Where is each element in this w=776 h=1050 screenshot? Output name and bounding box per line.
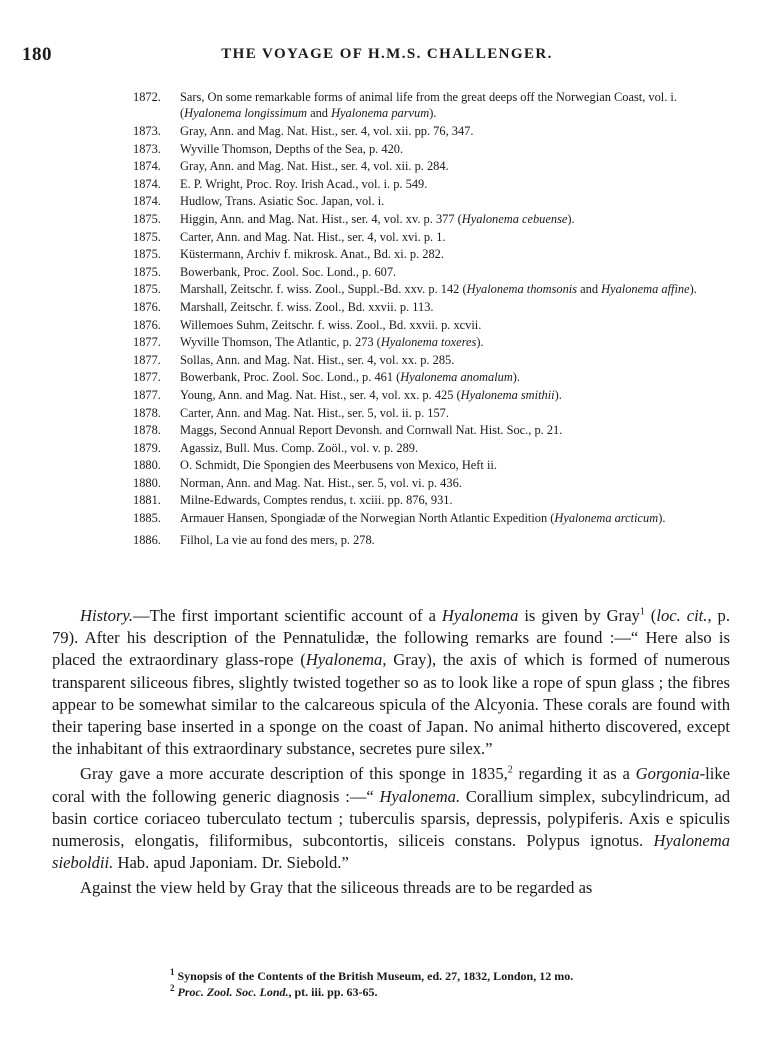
bibliography-citation: Hudlow, Trans. Asiatic Soc. Japan, vol. i.: [180, 194, 385, 209]
bibliography-entry: [133, 369, 728, 385]
bibliography-entry: [133, 510, 728, 526]
bibliography-year: 1877.: [133, 370, 161, 385]
bibliography-year: 1877.: [133, 387, 161, 402]
history-paragraph-1: History.—The first important scientific account of a Hyalonema is given by Gray$^1$ (loc. cit., p. 79). After his description of the Pennatulidæ, the following remarks are found :—“ Here also is placed the extraordinary glass-rope (Hyalonema, Gray), the axis of which is formed of numerous transparent siliceous fibres, slightly twisted together so as to look like a rope of spun glass ; the fibres appear to be somewhat similar to the calcareous spicula of the Alcyonia. These corals are found with their tapering base inserted in a sponge on the coast of Japan. No animal hitherto discovered, except the inhabitant of this extraordinary substance, secretes pure silex.”: [52, 606, 730, 759]
bibliography-entry: [133, 246, 728, 262]
bibliography-entry: [133, 176, 728, 192]
bibliography-citation: Sars, On some remarkable forms of animal life from the great deeps off the Norwegian Coast, vol. i. (Hyalonema longissimum and Hyalonema parvum).: [180, 90, 677, 121]
bibliography-citation: Bowerbank, Proc. Zool. Soc. Lond., p. 461 (Hyalonema anomalum).: [180, 370, 521, 385]
bibliography-year: 1878.: [133, 405, 161, 420]
bibliography-entry: [133, 89, 728, 122]
bibliography-year: 1874.: [133, 159, 161, 174]
bibliography-entry: [133, 317, 728, 333]
bibliography-entry: [133, 281, 728, 297]
bibliography-citation: Carter, Ann. and Mag. Nat. Hist., ser. 5, vol. ii. p. 157.: [180, 405, 449, 420]
footnote-ref-2: 2: [507, 764, 513, 776]
bibliography-entry: [133, 475, 728, 491]
bibliography-entry: [133, 532, 728, 548]
footnote-marker-1: 1: [170, 967, 175, 977]
bibliography-year: 1877.: [133, 335, 161, 350]
bibliography-entry: [133, 264, 728, 280]
footnote-text-1: Synopsis of the Contents of the British Museum, ed. 27, 1832, London, 12 mo.: [177, 969, 574, 983]
bibliography-citation: Armauer Hansen, Spongiadæ of the Norwegian North Atlantic Expedition (Hyalonema arcticum).: [180, 511, 666, 526]
bibliography-year: 1874.: [133, 194, 161, 209]
bibliography-citation: Young, Ann. and Mag. Nat. Hist., ser. 4, vol. xx. p. 425 (Hyalonema smithii).: [180, 387, 562, 402]
bibliography-citation: Wyville Thomson, Depths of the Sea, p. 420.: [180, 141, 404, 156]
bibliography-year: 1875.: [133, 229, 161, 244]
bibliography-year: 1874.: [133, 176, 161, 191]
running-head: THE VOYAGE OF H.M.S. CHALLENGER.: [221, 46, 553, 62]
bibliography-citation: Küstermann, Archiv f. mikrosk. Anat., Bd. xi. p. 282.: [180, 247, 444, 262]
history-section: [52, 605, 730, 900]
footnote-1: [170, 968, 730, 984]
page-number: 180: [22, 44, 52, 65]
bibliography-citation: Marshall, Zeitschr. f. wiss. Zool., Bd. xxvii. p. 113.: [180, 299, 434, 314]
bibliography-year: 1875.: [133, 282, 161, 297]
bibliography-year: 1886.: [133, 533, 161, 548]
bibliography-year: 1875.: [133, 211, 161, 226]
bibliography-citation: Bowerbank, Proc. Zool. Soc. Lond., p. 607.: [180, 264, 397, 279]
bibliography-entry: [133, 405, 728, 421]
bibliography-entry: [133, 229, 728, 245]
bibliography-citation: Carter, Ann. and Mag. Nat. Hist., ser. 4, vol. xvi. p. 1.: [180, 229, 446, 244]
bibliography-year: 1872.: [133, 90, 161, 104]
history-paragraph-2: Gray gave a more accurate description of this sponge in 1835,$^2$ regarding it as a Gorgonia-like coral with the following generic diagnosis :—“ Hyalonema. Corallium simplex, subcylindricum, ad basin cortice coriaceo tuberculato tectum ; tuberculis sparsis, depressis, polypiferis. Axis e spiculis numerosis, elongatis, filiformibus, subcontortis, siliceis constans. Polypus ignotus. Hyalonema sieboldii. Hab. apud Japoniam. Dr. Siebold.”: [52, 764, 731, 873]
page-header: [22, 44, 752, 68]
bibliography-citation: Filhol, La vie au fond des mers, p. 278.: [180, 533, 375, 548]
bibliography-entry: [133, 211, 728, 227]
bibliography-citation: Wyville Thomson, The Atlantic, p. 273 (Hyalonema toxeres).: [180, 335, 484, 350]
history-paragraph-3: Against the view held by Gray that the siliceous threads are to be regarded as: [80, 878, 593, 898]
footnotes: [170, 968, 730, 1000]
bibliography-year: 1881.: [133, 493, 161, 508]
bibliography-year: 1877.: [133, 352, 161, 367]
footnote-2: [170, 984, 730, 1000]
bibliography-entry: [133, 492, 728, 508]
bibliography-entry: [133, 457, 728, 473]
footnote-ref-1: 1: [639, 606, 645, 618]
bibliography-citation: Agassiz, Bull. Mus. Comp. Zoöl., vol. v. p. 289.: [180, 440, 419, 455]
bibliography-year: 1876.: [133, 317, 161, 332]
bibliography-citation: Gray, Ann. and Mag. Nat. Hist., ser. 4, vol. xii. p. 284.: [180, 159, 449, 174]
bibliography-year: 1873.: [133, 124, 161, 138]
bibliography-citation: Norman, Ann. and Mag. Nat. Hist., ser. 5, vol. vi. p. 436.: [180, 475, 462, 490]
bibliography-year: 1873.: [133, 141, 161, 156]
bibliography-citation: Higgin, Ann. and Mag. Nat. Hist., ser. 4, vol. xv. p. 377 (Hyalonema cebuense).: [180, 211, 575, 226]
footnote-marker-2: 2: [170, 983, 175, 993]
bibliography-year: 1885.: [133, 511, 161, 526]
bibliography-entry: [133, 123, 728, 139]
bibliography-citation: Milne-Edwards, Comptes rendus, t. xciii. pp. 876, 931.: [180, 493, 453, 508]
bibliography-entry: [133, 440, 728, 456]
bibliography-citation: Maggs, Second Annual Report Devonsh. and Cornwall Nat. Hist. Soc., p. 21.: [180, 423, 563, 438]
footnote-text-2-italic: Proc. Zool. Soc. Lond.: [177, 985, 289, 999]
history-heading: History.: [80, 606, 134, 625]
bibliography-entry: [133, 141, 728, 157]
footnote-text-2: , pt. iii. pp. 63-65.: [288, 985, 378, 999]
bibliography-year: 1876.: [133, 299, 161, 314]
bibliography-entry: [133, 352, 728, 368]
bibliography-year: 1880.: [133, 458, 161, 473]
bibliography-list: [133, 89, 728, 550]
bibliography-citation: E. P. Wright, Proc. Roy. Irish Acad., vol. i. p. 549.: [180, 176, 428, 191]
bibliography-year: 1879.: [133, 440, 161, 455]
bibliography-year: 1875.: [133, 247, 161, 262]
bibliography-entry: [133, 299, 728, 315]
bibliography-entry: [133, 193, 728, 209]
bibliography-citation: Sollas, Ann. and Mag. Nat. Hist., ser. 4, vol. xx. p. 285.: [180, 352, 455, 367]
bibliography-entry: [133, 422, 728, 438]
bibliography-year: 1875.: [133, 264, 161, 279]
bibliography-citation: Marshall, Zeitschr. f. wiss. Zool., Suppl.-Bd. xxv. p. 142 (Hyalonema thomsonis and Hyalonema affine).: [180, 282, 697, 297]
bibliography-year: 1880.: [133, 475, 161, 490]
bibliography-citation: Gray, Ann. and Mag. Nat. Hist., ser. 4, vol. xii. pp. 76, 347.: [180, 124, 474, 138]
bibliography-citation: O. Schmidt, Die Spongien des Meerbusens von Mexico, Heft ii.: [180, 458, 497, 473]
bibliography-entry: [133, 158, 728, 174]
bibliography-citation: Willemoes Suhm, Zeitschr. f. wiss. Zool., Bd. xxvii. p. xcvii.: [180, 317, 482, 332]
bibliography-year: 1878.: [133, 423, 161, 438]
bibliography-entry: [133, 387, 728, 403]
bibliography-entry: [133, 334, 728, 350]
